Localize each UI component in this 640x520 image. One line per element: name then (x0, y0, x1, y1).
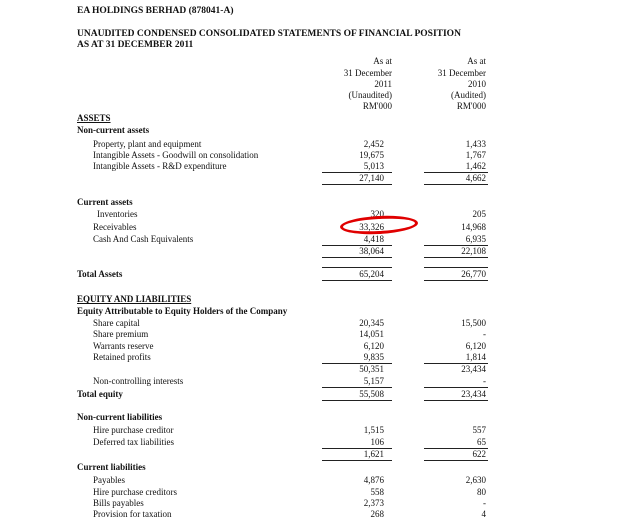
receivables-value-2011: 33,326 (359, 222, 384, 232)
total-label: Total equity (77, 389, 123, 399)
total-2011: 65,204 (359, 269, 384, 279)
company-name: EA HOLDINGS BERHAD (878041-A) (77, 6, 234, 16)
subtotal-2011: 27,140 (359, 173, 384, 183)
value-2011: 1,515 (363, 425, 384, 435)
line-item-label: Deferred tax liabilities (93, 437, 174, 447)
statement-date: AS AT 31 DECEMBER 2011 (77, 40, 194, 50)
value-2010: 65 (477, 437, 486, 447)
statement-title: UNAUDITED CONDENSED CONSOLIDATED STATEMENTS OF FINANCIAL POSITION (77, 29, 461, 39)
line-item-label: Property, plant and equipment (93, 139, 202, 149)
value-2010: - (483, 329, 486, 339)
value-2010: 4 (481, 509, 486, 519)
line-item-label: Intangible Assets - Goodwill on consolidation (93, 150, 259, 160)
total-2011: 55,508 (359, 389, 384, 399)
col-2010-line: 31 December (437, 68, 486, 78)
line-item-label: Intangible Assets - R&D expenditure (93, 161, 227, 171)
value-2011: 268 (370, 509, 384, 519)
total-2010: 23,434 (461, 389, 486, 399)
col-2011-line: 2011 (374, 79, 392, 89)
line-item-label: Share premium (93, 329, 149, 339)
value-2011: 19,675 (359, 150, 384, 160)
line-item-label: Retained profits (93, 352, 151, 362)
col-2010-line: RM'000 (456, 101, 486, 111)
value-2011: 14,051 (359, 329, 384, 339)
group-heading: Equity Attributable to Equity Holders of the Company (77, 306, 288, 316)
line-item-label: Cash And Cash Equivalents (93, 234, 194, 244)
value-2011: 4,418 (363, 234, 384, 244)
section-heading: EQUITY AND LIABILITIES (77, 294, 192, 304)
value-2011: 320 (370, 209, 384, 219)
rule (424, 387, 488, 388)
line-item-label: Inventories (97, 209, 138, 219)
subtotal-2010: 23,434 (461, 364, 486, 374)
rule (424, 257, 488, 258)
line-item-label: Bills payables (93, 498, 144, 508)
group-heading: Current assets (77, 197, 133, 207)
value-2010: 2,630 (465, 475, 486, 485)
value-2011: 4,876 (363, 475, 384, 485)
col-2011-line: 31 December (343, 68, 392, 78)
rule (424, 184, 488, 185)
rule (424, 400, 488, 401)
rule (322, 267, 392, 268)
col-2010-line: (Audited) (451, 90, 486, 100)
value-2010: 6,120 (465, 341, 486, 351)
rule (322, 460, 392, 461)
col-2010-line: As at (467, 56, 486, 66)
value-2010: 80 (477, 487, 486, 497)
value-2010: 1,433 (465, 139, 486, 149)
line-item-label: Provision for taxation (93, 509, 172, 519)
value-2011: 2,373 (363, 498, 384, 508)
value-2010: 205 (472, 209, 486, 219)
value-2011: 6,120 (363, 341, 384, 351)
col-2011-line: RM'000 (362, 101, 392, 111)
col-2010-line: 2010 (468, 79, 486, 89)
col-2011-line: As at (373, 56, 392, 66)
value-2011: 106 (370, 437, 384, 447)
rule (424, 267, 488, 268)
value-2010: 1,462 (465, 161, 486, 171)
rule (424, 460, 488, 461)
value-2010: 15,500 (461, 318, 486, 328)
value-2010: - (483, 498, 486, 508)
line-item-label: Hire purchase creditors (93, 487, 177, 497)
rule (322, 280, 392, 281)
value-2010: 1,814 (465, 352, 486, 362)
value-2011: 2,452 (363, 139, 384, 149)
value-2010: 6,935 (465, 234, 486, 244)
value-2011: 20,345 (359, 318, 384, 328)
line-item-label: Warrants reserve (93, 341, 154, 351)
col-2011-line: (Unaudited) (348, 90, 392, 100)
rule (322, 257, 392, 258)
line-item-label: Payables (93, 475, 125, 485)
group-heading: Non-current liabilities (77, 412, 163, 422)
group-heading: Non-current assets (77, 125, 150, 135)
value-2010: 1,767 (465, 150, 486, 160)
value-2011: 5,013 (363, 161, 384, 171)
subtotal-2011: 50,351 (359, 364, 384, 374)
total-label: Total Assets (77, 269, 123, 279)
line-item-label: Share capital (93, 318, 140, 328)
subtotal-2010: 622 (472, 449, 486, 459)
value-2010: 557 (472, 425, 486, 435)
subtotal-2010: 4,662 (465, 173, 486, 183)
subtotal-2011: 1,621 (363, 449, 384, 459)
value-2011: 9,835 (363, 352, 384, 362)
value-2011: 5,157 (363, 376, 384, 386)
subtotal-2011: 38,064 (359, 246, 384, 256)
line-item-label: Receivables (93, 222, 137, 232)
line-item-label: Hire purchase creditor (93, 425, 174, 435)
rule (322, 400, 392, 401)
rule (322, 184, 392, 185)
subtotal-2010: 22,108 (461, 246, 486, 256)
total-2010: 26,770 (461, 269, 486, 279)
value-2011: 558 (370, 487, 384, 497)
section-heading: ASSETS (77, 113, 111, 123)
value-2010: 14,968 (461, 222, 486, 232)
group-heading: Current liabilities (77, 462, 146, 472)
rule (424, 280, 488, 281)
line-item-label: Non-controlling interests (93, 376, 184, 386)
value-2010: - (483, 376, 486, 386)
rule (322, 387, 392, 388)
